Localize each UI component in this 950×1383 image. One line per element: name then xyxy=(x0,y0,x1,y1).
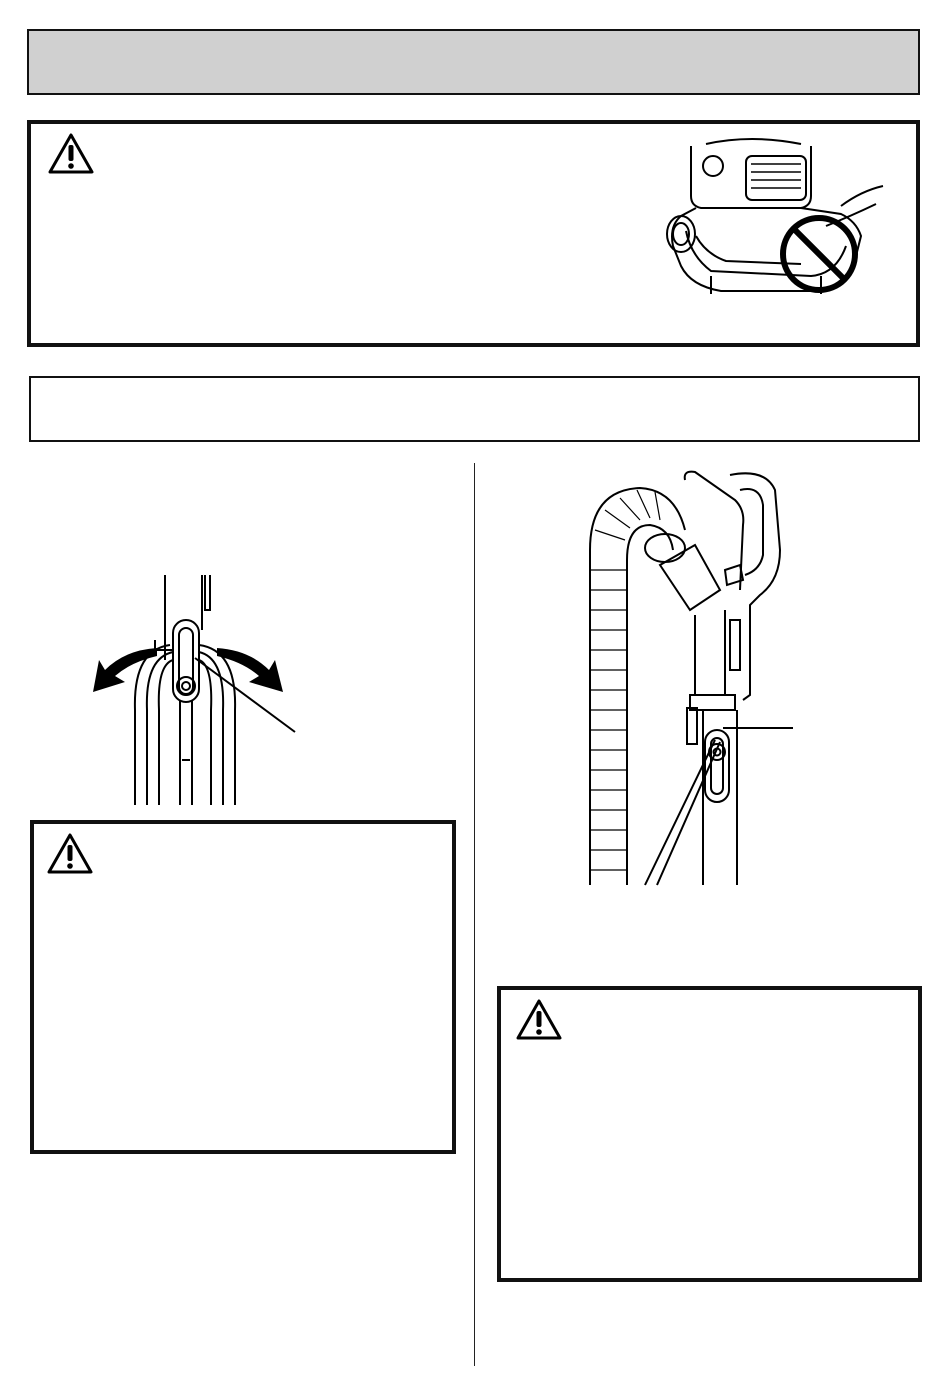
vacuum-nozzle-illustration xyxy=(651,136,891,306)
warning-triangle-icon xyxy=(46,832,94,876)
warning-box-left xyxy=(30,820,456,1154)
cord-hook-illustration xyxy=(85,570,315,810)
section-title-bar xyxy=(27,29,920,95)
warning-triangle-icon xyxy=(47,132,95,176)
warning-triangle-icon xyxy=(515,998,563,1042)
column-divider xyxy=(474,463,475,1366)
warning-box-right xyxy=(497,986,922,1282)
warning-box-top xyxy=(27,120,920,347)
hose-handle-illustration xyxy=(565,470,805,890)
info-bar xyxy=(29,376,920,442)
no-symbol-icon xyxy=(783,218,855,290)
